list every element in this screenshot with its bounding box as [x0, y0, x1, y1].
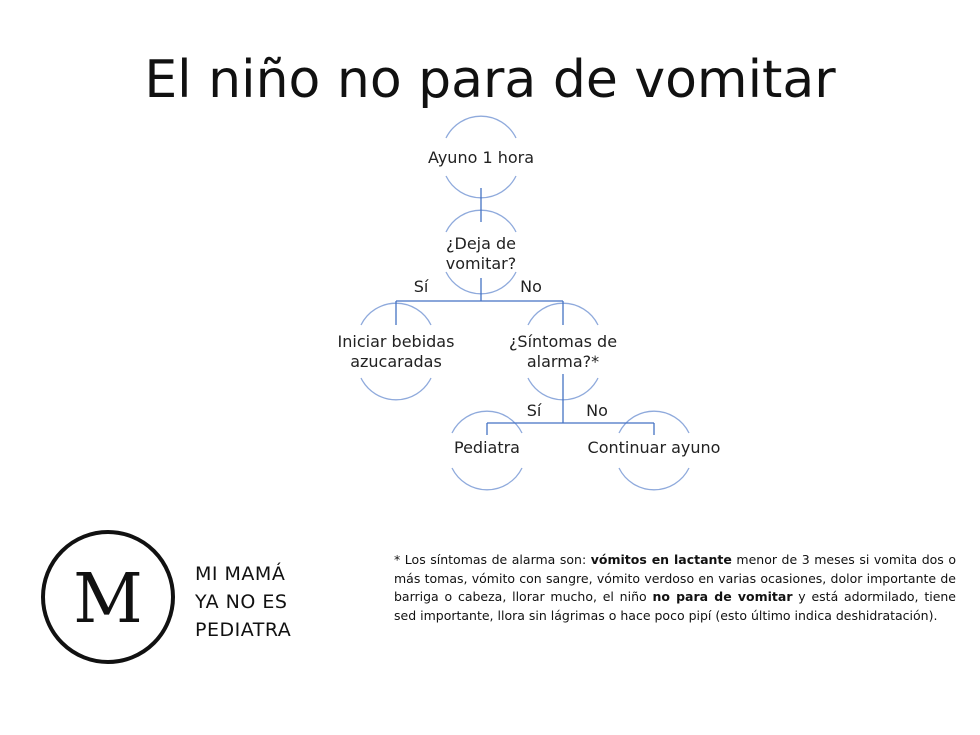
note-text-2: menor de 3 meses si vomita dos o más tomas, vómito con sangre, vómito verdoso en varias ocasiones, dolor importante de barriga o cabeza, llorar mucho, el niño: [394, 552, 956, 604]
edge-deja-no: No: [520, 277, 542, 296]
connectors: [396, 188, 654, 435]
continuar-arc-bottom: [619, 468, 689, 490]
ayuno-arc-top: [446, 116, 516, 138]
note-bold-2: no para de vomitar: [652, 589, 793, 604]
alarm-symptoms-footnote: [394, 551, 956, 625]
page-title: El niño no para de vomitar: [144, 50, 836, 110]
node-sintomas-alarma: [493, 332, 633, 372]
node-deja-de-vomitar: [411, 234, 551, 274]
edge-deja-si: Sí: [413, 277, 429, 296]
node-deja-line1: ¿Deja de: [446, 234, 516, 253]
node-arcs: [361, 116, 689, 490]
note-text-1: * Los síntomas de alarma son:: [394, 552, 591, 567]
node-pediatra-label: Pediatra: [454, 438, 520, 457]
node-iniciar-line2: azucaradas: [350, 352, 442, 371]
brand-line1: MI MAMÁ: [195, 563, 286, 585]
node-sintomas-line2: alarma?*: [526, 352, 600, 371]
edge-sintomas-no: No: [586, 401, 608, 420]
note-text-3: y está adormilado, tiene sed importante, llora sin lágrimas o hace poco pipí (esto último indica deshidratación).: [394, 589, 956, 623]
brand-line3: PEDIATRA: [195, 619, 292, 641]
brand-name: [195, 560, 291, 644]
pediatra-arc-bottom: [452, 468, 522, 490]
node-iniciar-bebidas: [326, 332, 466, 372]
node-deja-line2: vomitar?: [445, 254, 517, 273]
node-pediatra: [427, 438, 547, 458]
node-ayuno-label: Ayuno 1 hora: [427, 148, 535, 167]
node-ayuno: [411, 148, 551, 168]
note-bold-1: vómitos en lactante: [590, 552, 732, 567]
brand-line2: YA NO ES: [195, 591, 288, 613]
brand-logo: [40, 529, 176, 665]
node-continuar-ayuno: [574, 438, 734, 458]
node-iniciar-line1: Iniciar bebidas: [337, 332, 455, 351]
node-sintomas-line1: ¿Síntomas de: [508, 332, 618, 351]
edge-sintomas-si: Sí: [526, 401, 542, 420]
logo-letter: M: [73, 560, 143, 639]
iniciar-arc-bottom: [361, 378, 431, 400]
node-continuar-label: Continuar ayuno: [587, 438, 721, 457]
